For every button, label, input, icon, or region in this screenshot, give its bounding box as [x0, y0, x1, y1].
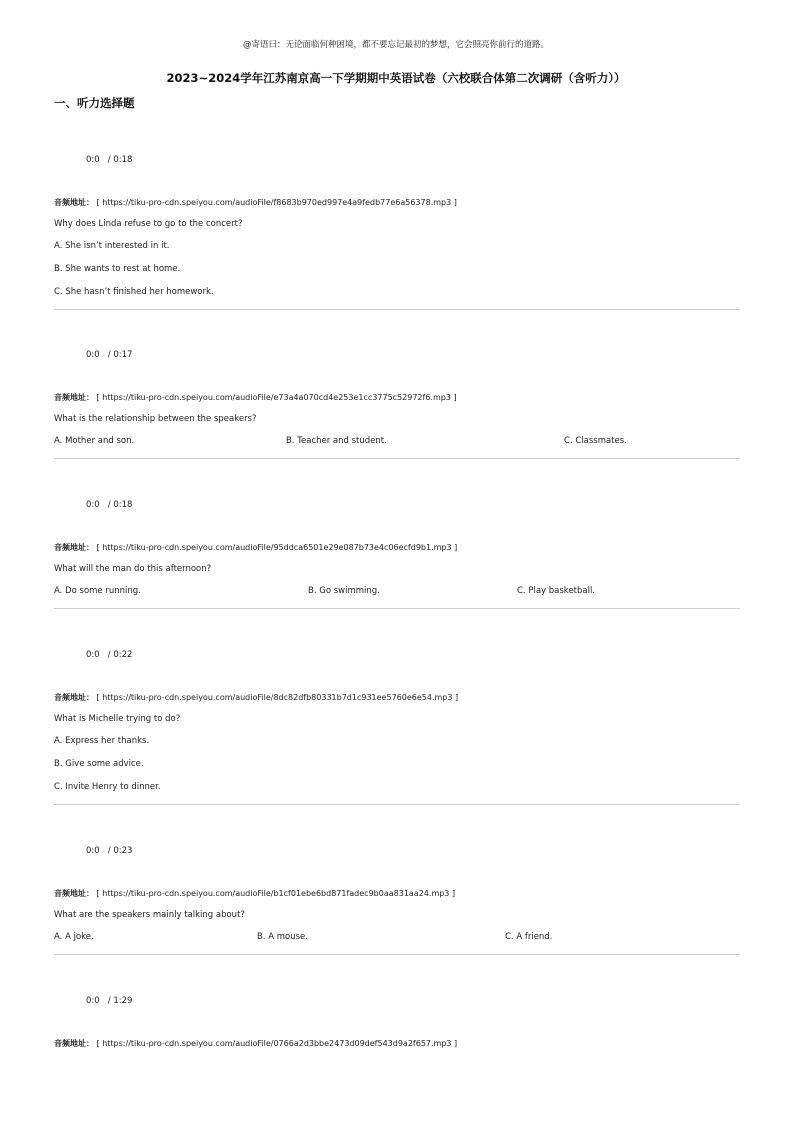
audio-address-link[interactable]: [ https://tiku-pro-cdn.speiyou.com/audioFile/95ddca6501e29e087b73e4c06ecfd9b1.mp3 ]	[94, 543, 458, 552]
audio-address-link[interactable]: [ https://tiku-pro-cdn.speiyou.com/audioFile/8dc82dfb80331b7d1c931ee5760e6e54.mp3 ]	[94, 693, 459, 702]
audio-address-line	[54, 542, 457, 553]
question-block	[54, 500, 740, 596]
exam-title: 2023~2024学年江苏南京高一下学期期中英语试卷（六校联合体第二次调研（含听力））	[166, 71, 626, 85]
question-stem: What are the speakers mainly talking about?	[54, 910, 245, 920]
question-divider	[54, 804, 740, 805]
audio-address-line	[54, 197, 457, 208]
audio-player-time[interactable]: 0:0 / 0:18	[86, 500, 133, 510]
audio-address-link[interactable]: [ https://tiku-pro-cdn.speiyou.com/audioFile/e73a4a070cd4e253e1cc3775c52972f6.mp3 ]	[94, 393, 457, 402]
question-block	[54, 650, 740, 792]
audio-address-line	[54, 888, 455, 899]
audio-player-time[interactable]: 0:0 / 1:29	[86, 996, 133, 1006]
audio-address-link[interactable]: [ https://tiku-pro-cdn.speiyou.com/audioFile/0766a2d3bbe2473d09def543d9a2f657.mp3 ]	[94, 1039, 458, 1048]
answer-option[interactable]: B. Teacher and student.	[286, 436, 387, 446]
question-stem: What is Michelle trying to do?	[54, 714, 181, 724]
audio-address-line	[54, 1038, 457, 1049]
answer-option[interactable]: B. Give some advice.	[54, 759, 144, 769]
answer-option[interactable]: B. A mouse.	[257, 932, 308, 942]
answer-option[interactable]: C. Invite Henry to dinner.	[54, 782, 161, 792]
answer-option[interactable]: A. Express her thanks.	[54, 736, 150, 746]
audio-address-label: 音频地址：	[54, 543, 94, 552]
audio-player-time[interactable]: 0:0 / 0:23	[86, 846, 133, 856]
answer-option[interactable]: A. A joke.	[54, 932, 94, 942]
audio-address-link[interactable]: [ https://tiku-pro-cdn.speiyou.com/audioFile/f8683b970ed997e4a9fedb77e6a56378.mp3 ]	[94, 198, 457, 207]
question-divider	[54, 608, 740, 609]
question-block	[54, 350, 740, 446]
answer-option[interactable]: C. Classmates.	[564, 436, 627, 446]
question-stem: What will the man do this afternoon?	[54, 564, 212, 574]
question-stem: Why does Linda refuse to go to the concert?	[54, 219, 243, 229]
answer-option[interactable]: C. She hasn’t finished her homework.	[54, 287, 214, 297]
audio-address-line	[54, 692, 458, 703]
audio-address-label: 音频地址：	[54, 693, 94, 702]
answer-option[interactable]: A. She isn’t interested in it.	[54, 241, 170, 251]
question-block	[54, 846, 740, 942]
audio-address-label: 音频地址：	[54, 393, 94, 402]
answer-option[interactable]: C. A friend.	[505, 932, 553, 942]
audio-player-time[interactable]: 0:0 / 0:18	[86, 155, 133, 165]
audio-address-link[interactable]: [ https://tiku-pro-cdn.speiyou.com/audioFile/b1cf01ebe6bd871fadec9b0aa831aa24.mp3 ]	[94, 889, 456, 898]
answer-option[interactable]: A. Do some running.	[54, 586, 141, 596]
answer-option[interactable]: B. She wants to rest at home.	[54, 264, 181, 274]
question-block	[54, 996, 740, 1048]
section-heading: 一、听力选择题	[54, 96, 135, 110]
question-divider	[54, 954, 740, 955]
audio-player-time[interactable]: 0:0 / 0:17	[86, 350, 133, 360]
audio-address-line	[54, 392, 457, 403]
answer-option[interactable]: B. Go swimming.	[308, 586, 380, 596]
audio-player-time[interactable]: 0:0 / 0:22	[86, 650, 133, 660]
question-block	[54, 155, 740, 297]
audio-address-label: 音频地址：	[54, 889, 94, 898]
question-divider	[54, 458, 740, 459]
answer-option[interactable]: A. Mother and son.	[54, 436, 135, 446]
answer-option[interactable]: C. Play basketball.	[517, 586, 596, 596]
page-motto: @寄语曰：无论面临何种困境，都不要忘记最初的梦想，它会照亮你前行的道路。	[242, 40, 549, 50]
audio-address-label: 音频地址：	[54, 198, 94, 207]
question-divider	[54, 309, 740, 310]
question-stem: What is the relationship between the speakers?	[54, 414, 257, 424]
audio-address-label: 音频地址：	[54, 1039, 94, 1048]
